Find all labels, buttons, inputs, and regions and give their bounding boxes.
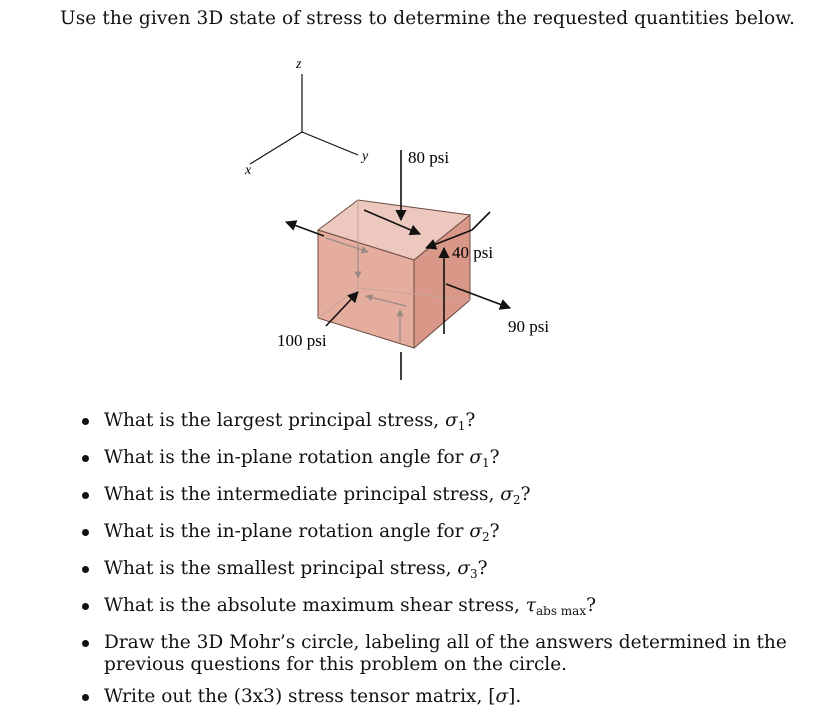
question-item <box>82 447 802 474</box>
sigma-symbol: σ <box>500 484 513 505</box>
question-item <box>82 686 802 708</box>
bullet-icon <box>82 418 89 425</box>
bullet-icon <box>82 694 89 701</box>
question-item <box>82 595 802 622</box>
bullet-icon <box>82 566 89 573</box>
question-mark: ? <box>586 595 597 616</box>
problem-statement: Use the given 3D state of stress to determine the requested quantities below. <box>60 8 795 29</box>
question-text: What is the intermediate principal stress, <box>104 484 501 505</box>
sigma-symbol: σ <box>469 521 482 542</box>
question-item <box>82 632 800 676</box>
question-mark: ? <box>465 410 476 431</box>
question-text: What is the smallest principal stress, <box>104 558 458 579</box>
bullet-icon <box>82 603 89 610</box>
side-shear-line-upper <box>472 212 490 230</box>
y-axis-label: y <box>362 149 369 164</box>
stress-element-diagram <box>246 52 558 384</box>
subscript: 1 <box>457 419 466 433</box>
question-item <box>82 410 802 437</box>
bullet-icon <box>82 640 89 647</box>
sigma-symbol: σ <box>469 447 482 468</box>
question-list <box>82 410 802 718</box>
question-text: What is the in-plane rotation angle for <box>104 447 470 468</box>
bullet-icon <box>82 492 89 499</box>
question-end: ]. <box>508 686 522 707</box>
question-mark: ? <box>520 484 531 505</box>
x-axis-label: x <box>245 163 252 178</box>
subscript: 2 <box>512 493 521 507</box>
question-text: What is the absolute maximum shear stress, <box>104 595 526 616</box>
y-axis-line <box>302 132 358 155</box>
question-text: What is the largest principal stress, <box>104 410 446 431</box>
sigma-symbol: σ <box>457 558 470 579</box>
z-axis-label: z <box>296 57 302 72</box>
bullet-icon <box>82 455 89 462</box>
side-stress-label: 40 psi <box>452 243 494 262</box>
question-mark: ? <box>489 521 500 542</box>
top-stress-label: 80 psi <box>408 148 450 167</box>
tau-symbol: τ <box>525 595 536 616</box>
question-text: What is the in-plane rotation angle for <box>104 521 470 542</box>
subscript: 2 <box>481 530 490 544</box>
left-stress-label: 100 psi <box>277 331 327 350</box>
stress-element-figure <box>246 52 558 384</box>
subscript: 1 <box>481 456 490 470</box>
question-mark: ? <box>477 558 488 579</box>
x-axis-line <box>250 132 302 164</box>
left-normal-stress-arrow <box>286 222 324 236</box>
right-stress-label: 90 psi <box>508 317 550 336</box>
sigma-symbol: σ <box>445 410 458 431</box>
question-item <box>82 484 802 511</box>
question-text: Write out the (3x3) stress tensor matrix, [ <box>104 686 496 707</box>
question-mark: ? <box>489 447 500 468</box>
question-text: Draw the 3D Mohr’s circle, labeling all of the answers determined in the previous questions for this problem on the circle. <box>104 632 787 675</box>
question-item <box>82 521 802 548</box>
subscript: abs max <box>535 604 587 618</box>
sigma-symbol: σ <box>495 686 509 707</box>
subscript: 3 <box>469 567 478 581</box>
coordinate-axes <box>250 74 358 164</box>
question-item <box>82 558 802 585</box>
bullet-icon <box>82 529 89 536</box>
